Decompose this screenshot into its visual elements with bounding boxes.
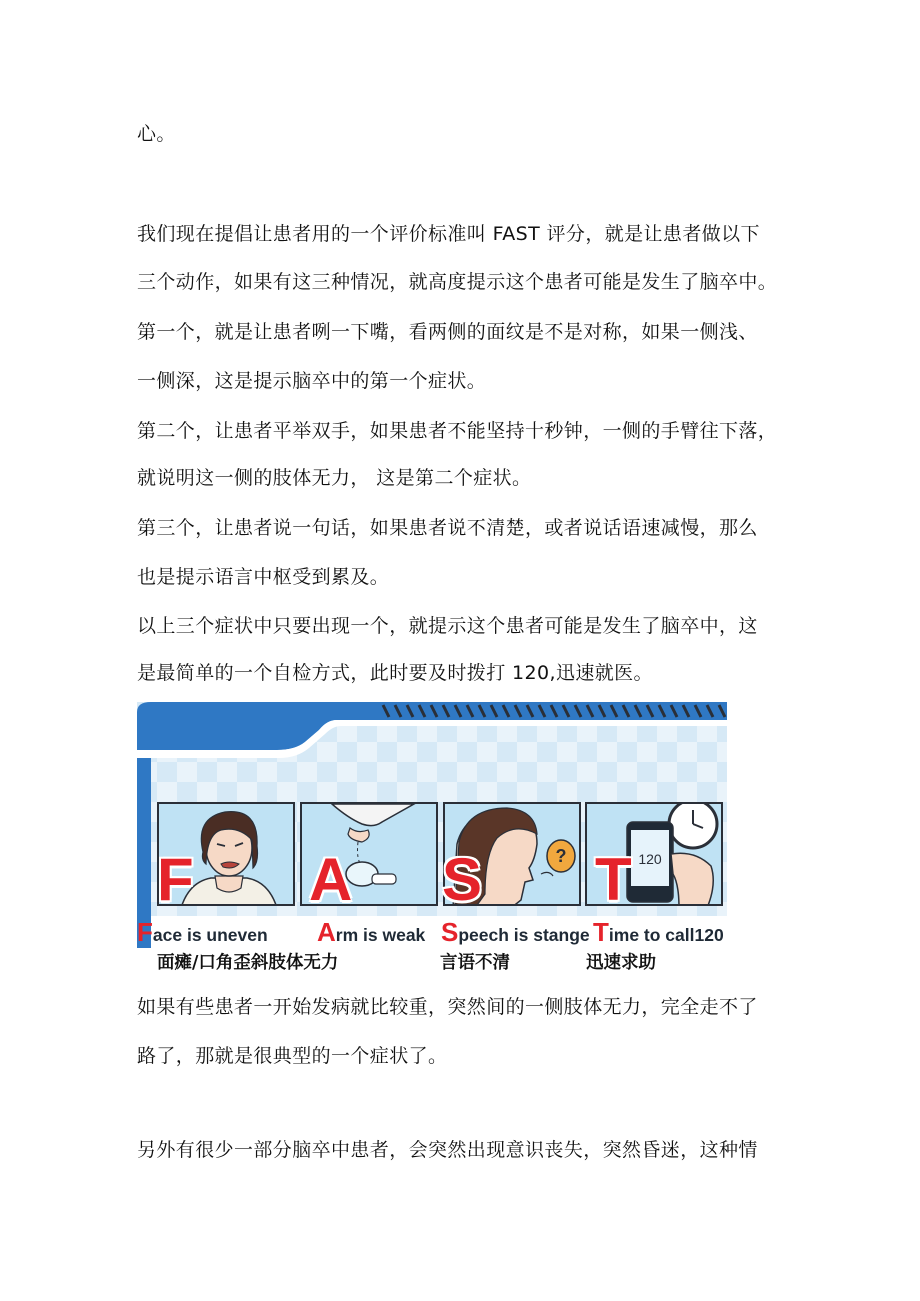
caption-call: Time to call120 bbox=[593, 917, 724, 947]
phone-screen-number: 120 bbox=[638, 851, 662, 867]
speech-bubble-mark: ? bbox=[555, 846, 567, 866]
paragraph-line: 我们现在提倡让患者用的一个评价标准叫 FAST 评分，就是让患者做以下 bbox=[137, 223, 760, 245]
fast-letter-t: T bbox=[595, 846, 632, 913]
figure-label: 言语不清 bbox=[440, 953, 510, 973]
paragraph-line: 一侧深，这是提示脑卒中的第一个症状。 bbox=[137, 370, 487, 392]
paragraph-line: 另外有很少一部分脑卒中患者，会突然出现意识丧失，突然昏迷，这种情 bbox=[137, 1139, 758, 1161]
figure-label: 面瘫/口角歪斜肢体无力 bbox=[157, 953, 339, 973]
paragraph-line: 路了，那就是很典型的一个症状了。 bbox=[137, 1045, 448, 1067]
paragraph-line: 第三个，让患者说一句话，如果患者说不清楚，或者说话语速减慢，那么 bbox=[137, 517, 758, 539]
paragraph-line: 第一个，就是让患者咧一下嘴，看两侧的面纹是不是对称，如果一侧浅、 bbox=[137, 321, 758, 343]
paragraph-line: 心。 bbox=[137, 123, 176, 145]
figure-label: 迅速求助 bbox=[586, 953, 656, 973]
paragraph-line: 三个动作，如果有这三种情况，就高度提示这个患者可能是发生了脑卒中。 bbox=[137, 271, 778, 293]
fast-letter-f: F bbox=[157, 846, 194, 913]
paragraph-line: 也是提示语言中枢受到累及。 bbox=[137, 566, 390, 588]
paragraph-line: 第二个，让患者平举双手，如果患者不能坚持十秒钟，一侧的手臂往下落， bbox=[137, 420, 778, 442]
fast-letter-s: S bbox=[442, 846, 483, 913]
paragraph-line: 如果有些患者一开始发病就比较重，突然间的一侧肢体无力，完全走不了 bbox=[137, 996, 758, 1018]
caption-face: Face is uneven bbox=[137, 917, 268, 947]
figure-labels bbox=[0, 951, 920, 977]
fast-letter-a: A bbox=[309, 846, 353, 913]
paragraph-line: 以上三个症状中只要出现一个，就提示这个患者可能是发生了脑卒中，这 bbox=[137, 615, 758, 637]
paragraph-line: 就说明这一侧的肢体无力， 这是第二个症状。 bbox=[137, 467, 532, 489]
paragraph-line: 是最简单的一个自检方式，此时要及时拨打 120,迅速就医。 bbox=[137, 662, 653, 684]
caption-arm: Arm is weak bbox=[317, 917, 426, 947]
fast-illustration bbox=[137, 702, 727, 948]
caption-speech: Speech is stange bbox=[441, 917, 590, 947]
